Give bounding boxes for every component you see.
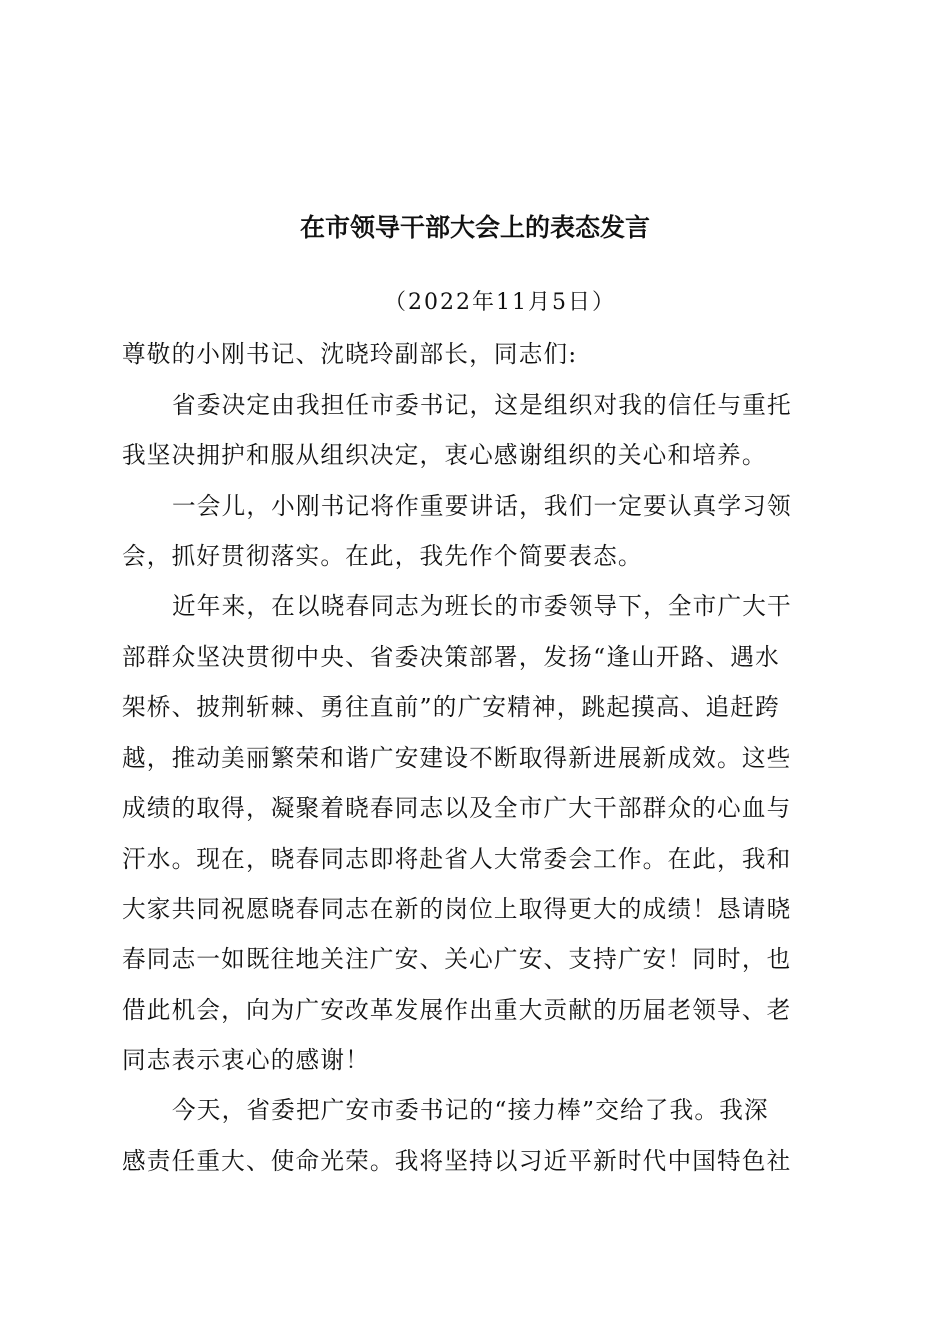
- body-line: 越，推动美丽繁荣和谐广安建设不断取得新进展新成效。这些: [122, 744, 792, 772]
- body-line: 近年来，在以晓春同志为班长的市委领导下，全市广大干: [172, 592, 792, 620]
- salutation-line: 尊敬的小刚书记、沈晓玲副部长，同志们:: [122, 340, 578, 368]
- body-line: 部群众坚决贯彻中央、省委决策部署，发扬“逢山开路、遇水: [122, 643, 780, 671]
- body-line: 感责任重大、使命光荣。我将坚持以习近平新时代中国特色社: [122, 1147, 792, 1175]
- document-date: （2022年11月5日）: [384, 290, 616, 315]
- body-line: 我坚决拥护和服从组织决定，衷心感谢组织的关心和培养。: [122, 441, 767, 469]
- body-line: 同志表示衷心的感谢！: [122, 1046, 370, 1074]
- body-line: 一会儿，小刚书记将作重要讲话，我们一定要认真学习领: [172, 492, 792, 520]
- body-line: 成绩的取得，凝聚着晓春同志以及全市广大干部群众的心血与: [122, 794, 792, 822]
- body-line: 会，抓好贯彻落实。在此，我先作个简要表态。: [122, 542, 643, 570]
- body-line: 汗水。现在，晓春同志即将赴省人大常委会工作。在此，我和: [122, 845, 792, 873]
- body-line: 大家共同祝愿晓春同志在新的岗位上取得更大的成绩！恳请晓: [122, 895, 792, 923]
- document-title: 在市领导干部大会上的表态发言: [299, 213, 650, 242]
- body-line: 架桥、披荆斩棘、勇往直前”的广安精神，跳起摸高、追赶跨: [122, 693, 780, 721]
- body-line: 省委决定由我担任市委书记，这是组织对我的信任与重托: [172, 391, 792, 419]
- body-line: 春同志一如既往地关注广安、关心广安、支持广安！同时，也: [122, 945, 792, 973]
- body-line: 借此机会，向为广安改革发展作出重大贡献的历届老领导、老: [122, 996, 792, 1024]
- body-line: 今天，省委把广安市委书记的“接力棒”交给了我。我深: [172, 1096, 769, 1124]
